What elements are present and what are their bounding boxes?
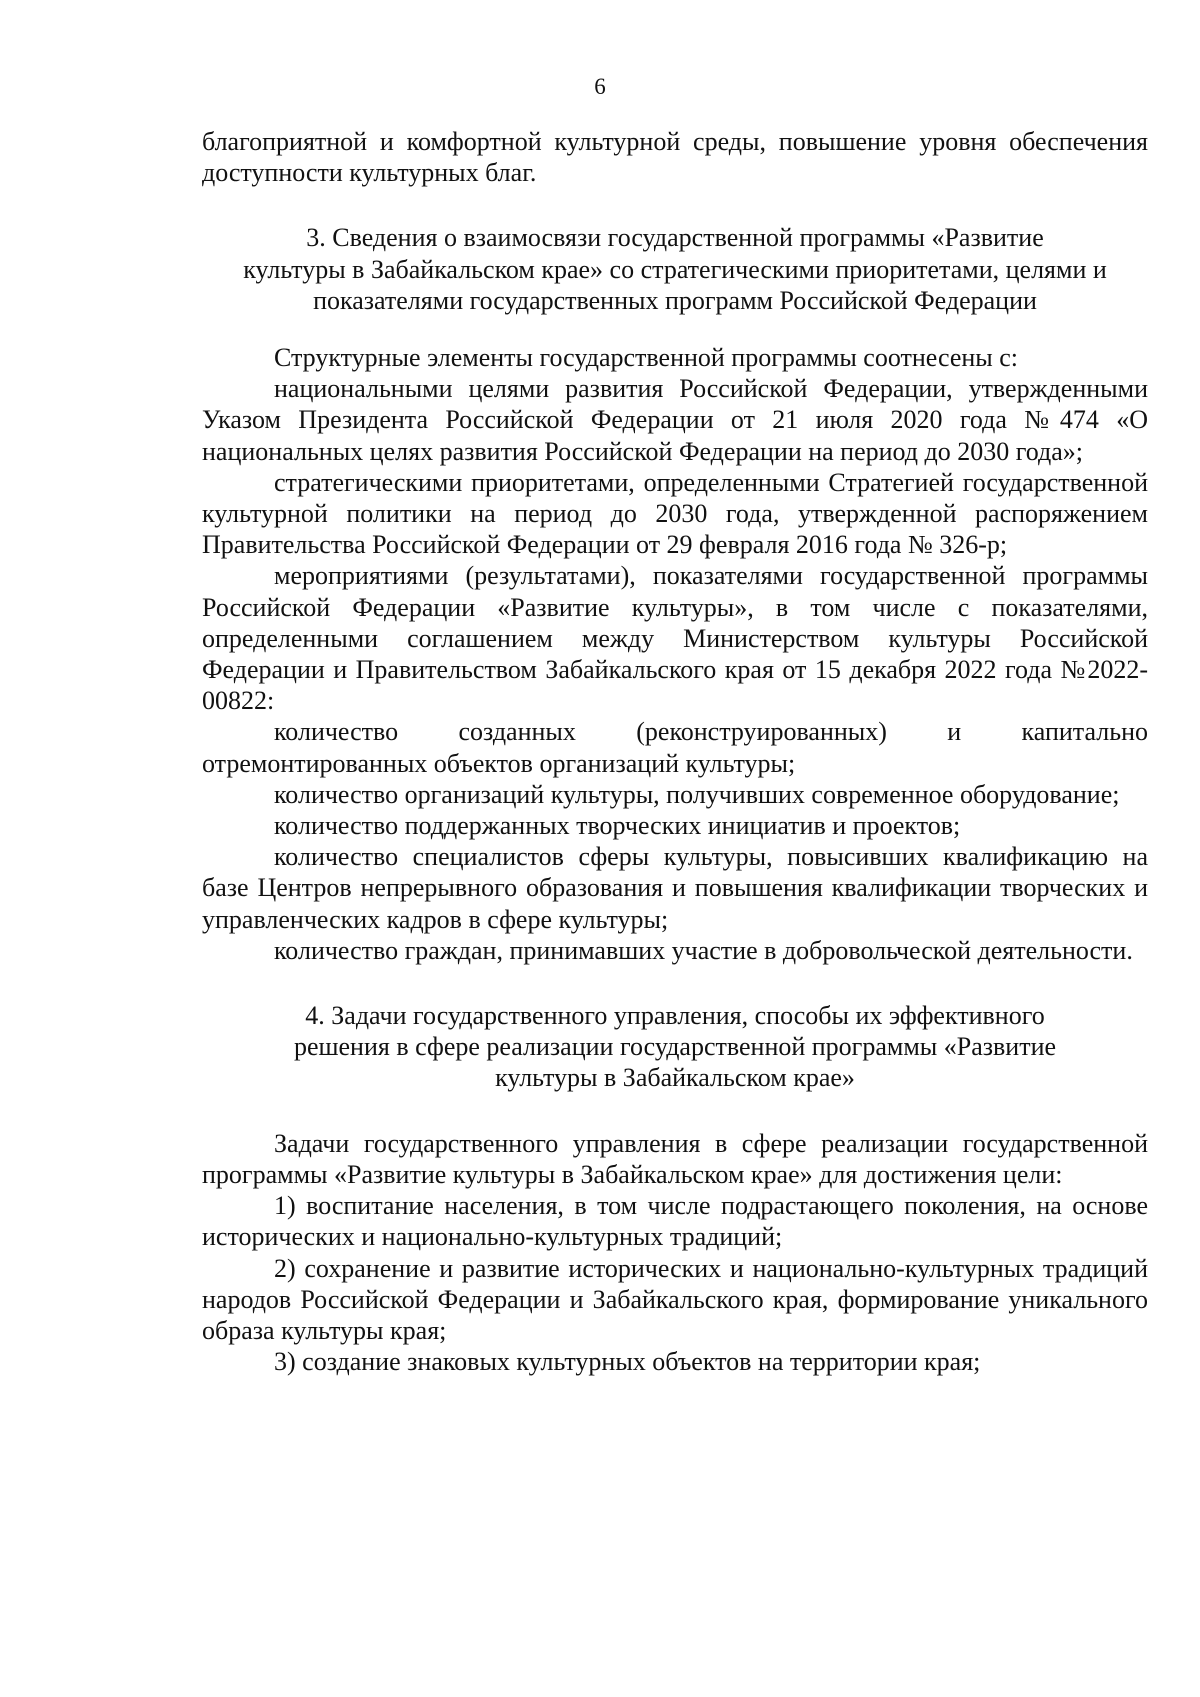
spacer <box>202 316 1148 342</box>
section-3-list-item: количество организаций культуры, получивших современное оборудование; <box>274 779 1120 809</box>
section-3-list-item: количество специалистов сферы культуры, повысивших квалификацию на базе Центров непрерывного образования и повышения квалификации творческих и управленческих кадров в сфере культуры; <box>202 842 1148 934</box>
section-4-heading-line: решения в сфере реализации государственной программы «Развитие <box>293 1032 1057 1062</box>
section-4-heading-line: 4. Задачи государственного управления, способы их эффективного <box>305 1001 1045 1031</box>
section-4-paragraph: Задачи государственного управления в сфере реализации государственной программы «Развитие культуры в Забайкальском крае» для достижения цели: <box>202 1128 1148 1189</box>
spacer <box>202 966 1148 1000</box>
section-4-heading <box>202 1000 1148 1094</box>
section-3-heading-line: 3. Сведения о взаимосвязи государственной программы «Развитие <box>306 223 1044 253</box>
page-number: 6 <box>594 74 606 99</box>
section-3-paragraph: Структурные элементы государственной программы соотнесены с: <box>274 343 1019 373</box>
section-4-list-item: 1) воспитание населения, в том числе подрастающего поколения, на основе исторических и национально-культурных традиций; <box>202 1191 1148 1252</box>
spacer <box>202 1094 1148 1128</box>
section-3-heading-line: культуры в Забайкальском крае» со стратегическими приоритетами, целями и <box>243 254 1107 284</box>
section-4-heading-line: культуры в Забайкальском крае» <box>495 1063 855 1093</box>
page-content <box>202 126 1148 1377</box>
section-4-list-item: 2) сохранение и развитие исторических и национально-культурных традиций народов Российской Федерации и Забайкальского края, формирование уникального образа культуры края; <box>202 1253 1148 1345</box>
section-3-paragraph: мероприятиями (результатами), показателями государственной программы Российской Федерации «Развитие культуры», в том числе с показателями, определенными соглашением между Министерством культуры Российской Федерации и Правительством Забайкальского края от 15 декабря 2022 года №2022-00822: <box>202 561 1148 716</box>
section-3-list-item: количество поддержанных творческих инициатив и проектов; <box>274 811 961 841</box>
section-3-list-item: количество созданных (реконструированных) и капитально отремонтированных объектов организаций культуры; <box>202 717 1148 778</box>
section-3-list-item: количество граждан, принимавших участие в добровольческой деятельности. <box>274 935 1133 965</box>
section-3-heading-line: показателями государственных программ Российской Федерации <box>313 285 1037 315</box>
section-3-heading <box>202 222 1148 316</box>
intro-continuation-paragraph: благоприятной и комфортной культурной среды, повышение уровня обеспечения доступности культурных благ. <box>202 127 1148 188</box>
spacer <box>202 188 1148 222</box>
section-4-list-item: 3) создание знаковых культурных объектов на территории края; <box>274 1347 981 1377</box>
section-3-paragraph: национальными целями развития Российской Федерации, утвержденными Указом Президента Российской Федерации от 21 июля 2020 года №474 «О национальных целях развития Российской Федерации на период до 2030 года»; <box>202 374 1148 466</box>
section-3-paragraph: стратегическими приоритетами, определенными Стратегией государственной культурной политики на период до 2030 года, утвержденной распоряжением Правительства Российской Федерации от 29 февраля 2016 года № 326-р; <box>202 467 1148 560</box>
